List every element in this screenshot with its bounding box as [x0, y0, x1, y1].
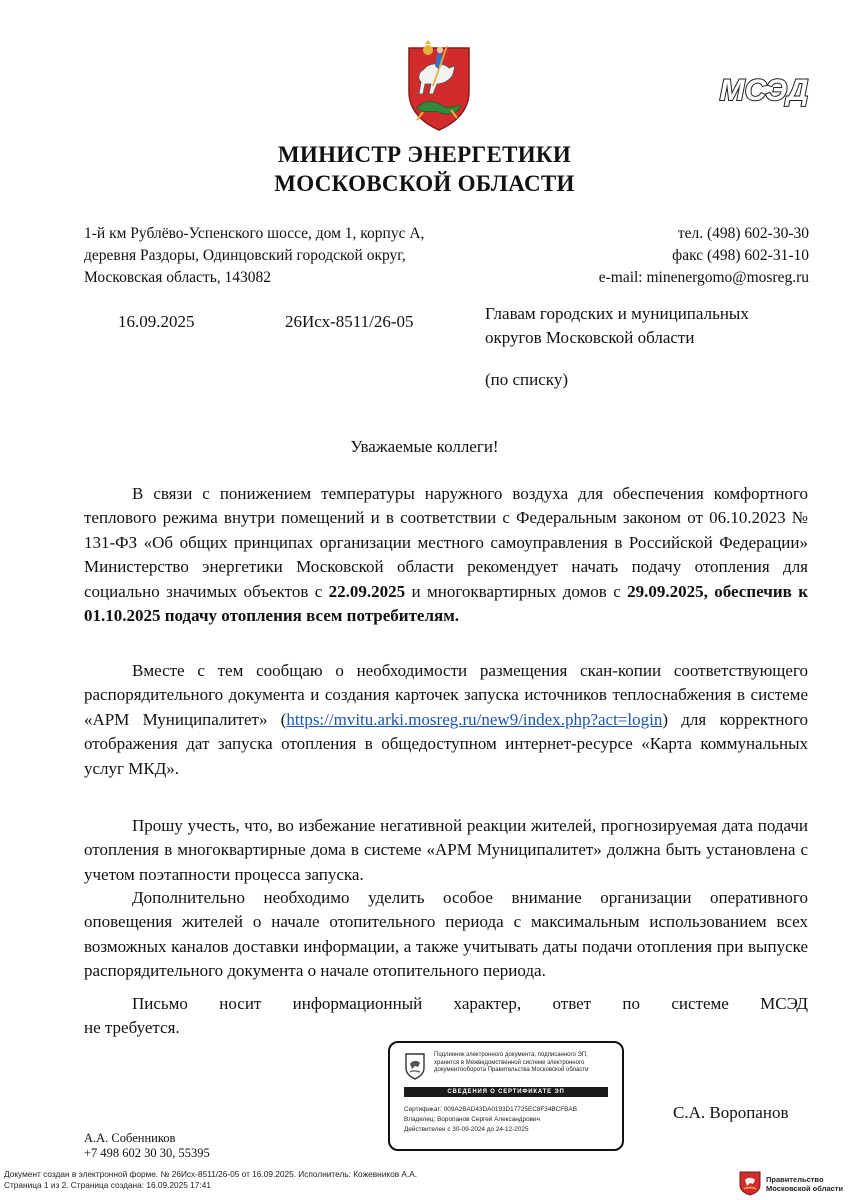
document-date: 16.09.2025 — [118, 312, 195, 331]
salutation: Уважаемые коллеги! — [350, 437, 499, 456]
footer-gov-line2: Московской области — [766, 1184, 844, 1193]
addressee-line2: округов Московской области — [485, 328, 695, 347]
footer-line1: Документ создан в электронной форме. № 26Исх-8511/26-05 от 16.09.2025. Исполнитель: Кожевников А.А. — [4, 1169, 418, 1179]
electronic-signature-stamp — [388, 1041, 624, 1151]
executor-phone: +7 498 602 30 30, 55395 — [84, 1146, 210, 1160]
contact-email: e-mail: minenergomo@mosreg.ru — [598, 269, 809, 286]
p3-text: Прошу учесть, что, во избежание негативной реакции жителей, прогнозируемая дата подачи отопления в многоквартирные дома в системе «АРМ Муниципалитет» должна быть установлена с учетом поэтапности процесса запуска. — [84, 816, 808, 884]
p2-text-a: Вместе с тем сообщаю о необходимости размещения скан-копии соответствующего распорядительного документа и создания карточек запуска источников теплоснабжения в системе «АРМ Муниципалитет» ( — [84, 661, 808, 729]
esig-certificate-bar: СВЕДЕНИЯ О СЕРТИФИКАТЕ ЭП — [404, 1087, 608, 1097]
address-line1: 1-й км Рублёво-Успенского шоссе, дом 1, корпус А, — [84, 225, 425, 242]
document-number: 26Исх-8511/26-05 — [285, 312, 414, 331]
svg-text:МСЭД: МСЭД — [719, 74, 809, 107]
government-logo-icon — [738, 1170, 762, 1196]
footer-government-label — [766, 1175, 843, 1193]
page-title-line1: МИНИСТР ЭНЕРГЕТИКИ — [277, 142, 572, 167]
contact-fax: факс (498) 602-31-10 — [672, 247, 809, 264]
ministry-contacts — [599, 223, 809, 289]
government-emblem-icon — [404, 1052, 426, 1080]
p1-bold-end: 29.09.2025, обеспечив к 01.10.2025 подачу отопления всем потребителям. — [84, 581, 808, 626]
arm-municipality-link[interactable]: https://mvitu.arki.mosreg.ru/new9/index.php?act=login — [286, 709, 663, 729]
footer-line2: Страница 1 из 2. Страница создана: 16.09.2025 17:41 — [4, 1180, 211, 1190]
executor-name: А.А. Собенников — [84, 1131, 176, 1145]
esig-owner: Владелец: Воропанов Сергей Александрович — [404, 1116, 540, 1123]
addressee — [485, 302, 749, 350]
paragraph-4 — [84, 886, 808, 984]
addressee-by-list: (по списку) — [485, 370, 568, 389]
p2-text-b: ) для корректного отображения дат запуска отопления в общедоступном интернет-ресурсе «Карта коммунальных услуг МКД». — [84, 709, 809, 778]
p5-line1: Письмо носит информационный характер, ответ по системе МСЭД — [132, 994, 808, 1013]
address-line3: Московская область, 143082 — [84, 269, 272, 286]
esig-certificate: Сертификат: 009A2BAD43DA0193D17725EC8F34BCFBAB — [404, 1106, 577, 1113]
addressee-line1: Главам городских и муниципальных — [485, 304, 749, 323]
paragraph-5 — [84, 992, 808, 1041]
esig-validity: Действителен с 30-09-2024 до 24-12-2025 — [404, 1126, 529, 1133]
p5-line2: не требуется. — [84, 1018, 180, 1038]
contact-phone: тел. (498) 602-30-30 — [677, 225, 809, 242]
p1-date-social: 22.09.2025 — [328, 581, 406, 601]
ministry-address — [84, 223, 424, 289]
document-footer — [4, 1169, 417, 1191]
p4-text: Дополнительно необходимо уделить особое внимание организации оперативного оповещения жителей о начале отопительного периода с максимальным использованием всех возможных каналов доставки информации, а также учитывать даты подачи отопления при выпуске распорядительного документа о начале отопительного периода. — [84, 888, 808, 981]
paragraph-1 — [84, 482, 808, 628]
executor-info — [84, 1131, 210, 1161]
msed-stamp-logo — [716, 66, 812, 110]
esig-header: Подлинник электронного документа, подписанного ЭП, хранится в Межведомственной системе электронного документооборота Правительства Московской области — [434, 1052, 589, 1073]
moscow-oblast-coat-of-arms-icon — [403, 40, 475, 132]
signer-name: С.А. Воропанов — [673, 1103, 789, 1122]
page-title-line2: МОСКОВСКОЙ ОБЛАСТИ — [274, 171, 575, 196]
p1-text-a: В связи с понижением температуры наружного воздуха для обеспечения комфортного теплового режима внутри помещений и в соответствии с Федеральным законом от 06.10.2023 № 131-ФЗ «Об общих принципах организации местного самоуправления в Российской Федерации» Министерство энергетики Московской области рекомендует начать подачу отопления для социально значимых объектов с — [84, 484, 808, 601]
paragraph-2 — [84, 659, 808, 781]
footer-gov-line1: Правительство — [766, 1175, 824, 1184]
paragraph-3 — [84, 814, 808, 887]
address-line2: деревня Раздоры, Одинцовский городской округ, — [84, 247, 406, 264]
p1-text-b: и многоквартирных домов с — [405, 581, 628, 601]
